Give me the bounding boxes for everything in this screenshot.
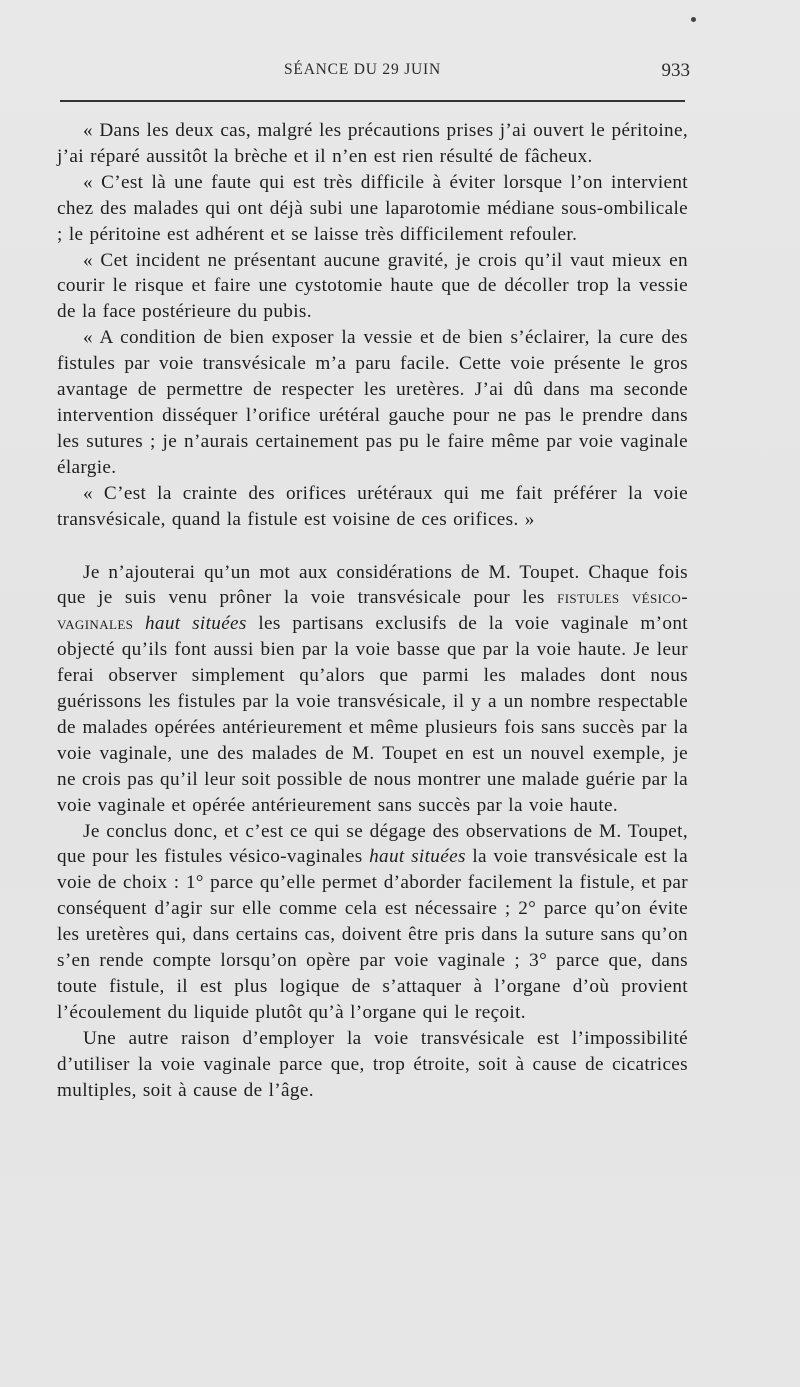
- paragraph: [57, 560, 688, 819]
- paragraph: « Cet incident ne présentant aucune gravité, je crois qu’il vaut mieux en courir le risque et faire une cystotomie haute que de décoller trop la vessie de la face postérieure du pubis.: [57, 249, 688, 323]
- paragraph: « Dans les deux cas, malgré les précautions prises j’ai ouvert le péritoine, j’ai réparé aussitôt la brèche et il n’en est rien résulté de fâcheux.: [57, 120, 688, 167]
- header-rule: [60, 100, 685, 102]
- paragraph: « C’est la crainte des orifices urétéraux qui me fait préférer la voie transvésicale, quand la fistule est voisine de ces orifices. »: [57, 482, 688, 530]
- ink-speck: [691, 17, 696, 22]
- paragraph-text: Je n’ajouterai qu’un mot aux considérations de M. Toupet. Chaque fois que je suis venu prôner la voie transvésicale pour les: [57, 561, 688, 609]
- paragraph-text: les partisans exclusifs de la voie vaginale m’ont objecté qu’ils font aussi bien par la voie basse que par la voie haute. Je leur ferai observer simplement qu’alors que parmi les malades dont nous guérissons les fistules par la voie transvésicale, il y a un nombre respectable de malades opérées antérieurement et même plusieurs fois sans succès par la voie vaginale, une des malades de M. Toupet en est un nouvel exemple, je ne crois pas qu’il leur soit possible de nous montrer une malade guérie par la voie vaginale et opérée antérieurement sans succès par la voie haute.: [57, 613, 688, 816]
- section-gap: [57, 533, 688, 560]
- page-number: 933: [661, 60, 690, 81]
- italic-term: haut situées: [144, 613, 247, 635]
- small-caps-term: fistules vésico-vaginales: [57, 587, 689, 635]
- body-text: [57, 118, 688, 1104]
- page-header: [57, 60, 690, 84]
- paragraph-text: la voie transvésicale est la voie de choix : 1° parce qu’elle permet d’aborder facilement la fistule, et par conséquent d’agir sur elle comme cela est nécessaire ; 2° parce qu’on évite les uretères qui, dans certains cas, doivent être pris dans la suture sans qu’on s’en rende compte lorsqu’on opère par voie vaginale ; 3° parce que, dans toute fistule, il est plus logique de s’attaquer à l’organe d’où provient l’écoulement du liquide plutôt qu’à l’organe qui le reçoit.: [57, 846, 688, 1023]
- paragraph: « C’est là une faute qui est très difficile à éviter lorsque l’on intervient chez des malades qui ont déjà subi une laparotomie médiane sous-ombilicale ; le péritoine est adhérent et se laisse très difficilement refouler.: [57, 171, 688, 245]
- paragraph: Une autre raison d’employer la voie transvésicale est l’impossibilité d’utiliser la voie vaginale parce que, trop étroite, soit à cause de cicatrices multiples, soit à cause de l’âge.: [57, 1027, 688, 1101]
- paragraph-text: Je conclus donc, et c’est ce qui se dégage des observations de M. Toupet, que pour les fistules vésico-vaginales: [57, 820, 688, 868]
- running-head: SÉANCE DU 29 JUIN: [284, 61, 441, 78]
- italic-term: haut situées: [369, 846, 466, 868]
- paragraph: [57, 819, 688, 1026]
- paragraph: « A condition de bien exposer la vessie et de bien s’éclairer, la cure des fistules par voie transvésicale m’a paru facile. Cette voie présente le gros avantage de permettre de respecter les uretères. J’ai dû dans ma seconde intervention disséquer l’orifice urétéral gauche pour ne pas le prendre dans les sutures ; je n’aurais certainement pas pu le faire même par voie vaginale élargie.: [57, 327, 688, 478]
